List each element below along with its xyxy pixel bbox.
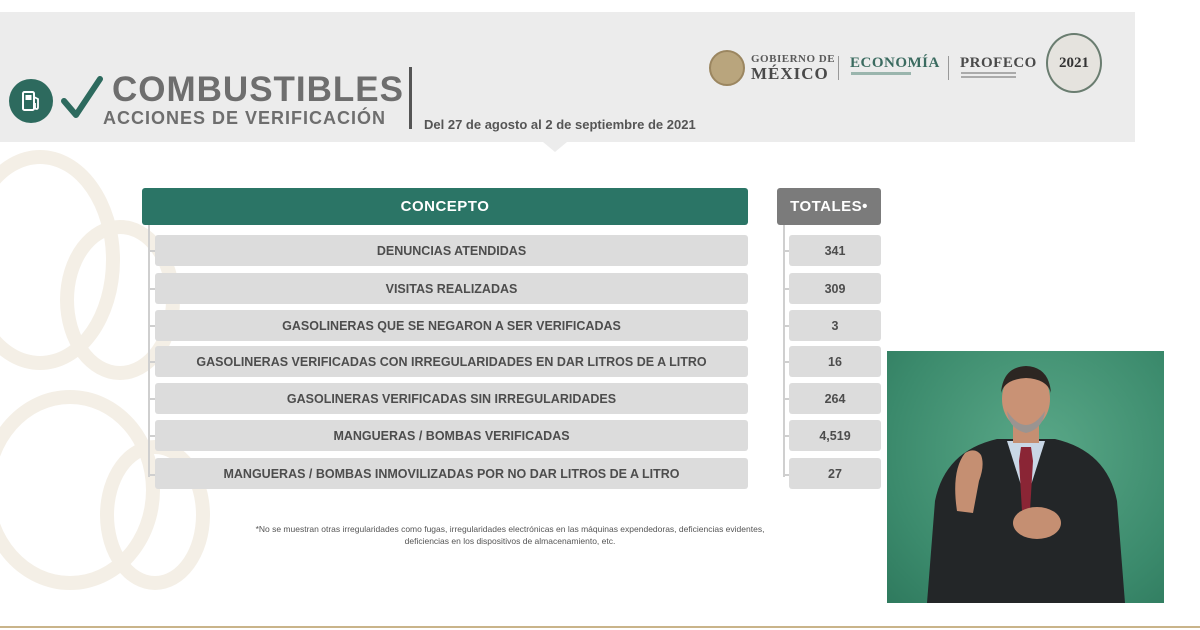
- totals-bracket: [783, 225, 785, 477]
- economia-logo: ECONOMÍA: [850, 55, 940, 71]
- gobierno-logo-top: GOBIERNO DE: [751, 53, 836, 65]
- row-tick: [148, 250, 155, 252]
- interpreter-video: [887, 351, 1164, 603]
- concept-column-header: CONCEPTO: [142, 188, 748, 225]
- economia-logo-subline: [851, 72, 911, 75]
- row-tick: [148, 361, 155, 363]
- table-row-total: 3: [789, 310, 881, 341]
- table-row-concept: GASOLINERAS VERIFICADAS CON IRREGULARIDADES EN DAR LITROS DE A LITRO: [155, 346, 748, 377]
- table-row-concept: MANGUERAS / BOMBAS INMOVILIZADAS POR NO DAR LITROS DE A LITRO: [155, 458, 748, 489]
- row-tick: [148, 474, 155, 476]
- table-row-concept: GASOLINERAS QUE SE NEGARON A SER VERIFICADAS: [155, 310, 748, 341]
- table-row-concept: VISITAS REALIZADAS: [155, 273, 748, 304]
- logo-divider: [838, 56, 839, 80]
- table-row-concept: MANGUERAS / BOMBAS VERIFICADAS: [155, 420, 748, 451]
- footnote: [200, 523, 820, 547]
- date-range: Del 27 de agosto al 2 de septiembre de 2021: [424, 117, 696, 132]
- totals-column-header: TOTALES•: [777, 188, 881, 225]
- footnote-line: deficiencias en los dispositivos de almacenamiento, etc.: [404, 536, 616, 546]
- header-notch: [543, 142, 567, 152]
- fuel-pump-icon: [9, 79, 53, 123]
- title-divider: [409, 67, 412, 129]
- interpreter-figure: [887, 351, 1164, 603]
- row-tick: [148, 435, 155, 437]
- table-row-total: 264: [789, 383, 881, 414]
- check-icon: [60, 75, 104, 121]
- table-row-total: 4,519: [789, 420, 881, 451]
- table-row-concept: DENUNCIAS ATENDIDAS: [155, 235, 748, 266]
- bottom-rule: [0, 626, 1200, 628]
- profeco-logo-subline: [961, 72, 1016, 78]
- row-tick: [148, 325, 155, 327]
- table-row-total: 27: [789, 458, 881, 489]
- table-row-total: 341: [789, 235, 881, 266]
- concept-bracket: [148, 225, 150, 477]
- table-row-total: 16: [789, 346, 881, 377]
- footnote-line: *No se muestran otras irregularidades como fugas, irregularidades electrónicas en las máquinas expendedoras, deficiencias evidentes,: [255, 524, 765, 534]
- profeco-logo: PROFECO: [960, 55, 1037, 71]
- gobierno-logo-bottom: MÉXICO: [751, 64, 829, 83]
- table-row-total: 309: [789, 273, 881, 304]
- table-row-concept: GASOLINERAS VERIFICADAS SIN IRREGULARIDADES: [155, 383, 748, 414]
- logo-divider: [948, 56, 949, 80]
- page-title: COMBUSTIBLES: [112, 70, 404, 109]
- row-tick: [148, 398, 155, 400]
- gobierno-seal-logo: [709, 50, 745, 86]
- row-tick: [148, 288, 155, 290]
- year-2021-badge-logo: 2021: [1046, 33, 1102, 93]
- page-subtitle: ACCIONES DE VERIFICACIÓN: [103, 108, 387, 128]
